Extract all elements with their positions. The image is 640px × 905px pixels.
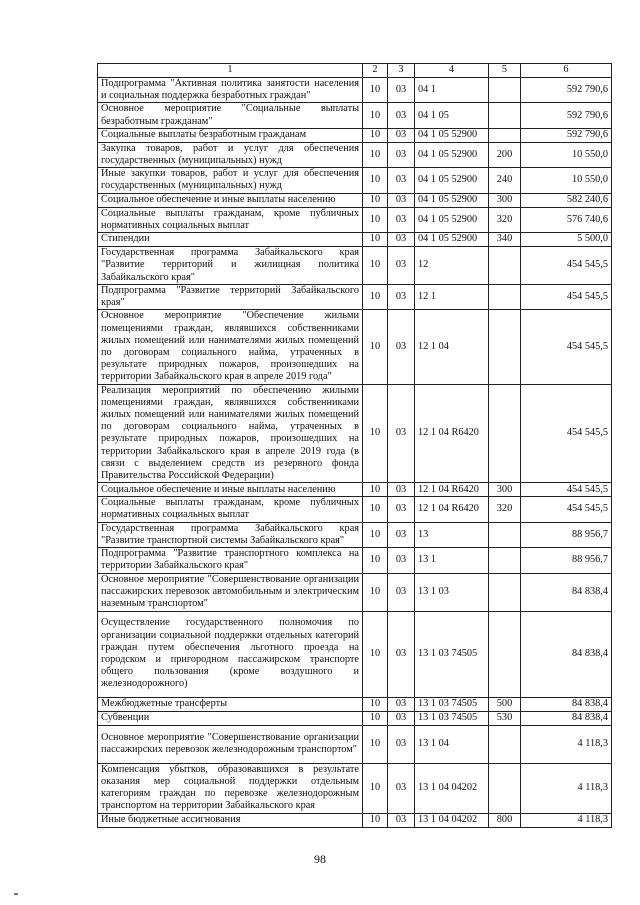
table-cell-amount: 454 545,5 [521, 285, 612, 310]
table-cell-name: Государственная программа Забайкальского края "Развитие транспортной системы Забайкальского края" [98, 522, 363, 547]
table-cell-section: 10 [363, 233, 388, 247]
table-cell-name: Основное мероприятие "Совершенствование организации пассажирских перевозок автомобильным и электрическим наземным транспортом" [98, 573, 363, 611]
column-header: 2 [363, 64, 388, 78]
table-cell-expense-type: 320 [489, 207, 521, 232]
table-row [98, 548, 612, 573]
column-header: 4 [415, 64, 489, 78]
table-cell-target-article: 13 1 03 74505 [415, 697, 489, 711]
table-row [98, 285, 612, 310]
table-cell-name: Социальные выплаты гражданам, кроме публичных нормативных социальных выплат [98, 207, 363, 232]
table-cell-expense-type [489, 247, 521, 285]
table-cell-subsection: 03 [388, 142, 415, 167]
table-cell-name: Основное мероприятие "Совершенствование организации пассажирских перевозок железнодорожным транспортом" [98, 725, 363, 763]
table-cell-subsection: 03 [388, 697, 415, 711]
table-cell-expense-type [489, 310, 521, 384]
table-row [98, 384, 612, 483]
table-row [98, 725, 612, 763]
table-cell-expense-type: 300 [489, 483, 521, 497]
table-cell-name: Основное мероприятие "Социальные выплаты безработным гражданам" [98, 103, 363, 128]
table-row [98, 233, 612, 247]
table-cell-section: 10 [363, 207, 388, 232]
table-cell-amount: 84 838,4 [521, 711, 612, 725]
table-cell-target-article: 04 1 05 52900 [415, 207, 489, 232]
table-cell-expense-type: 200 [489, 142, 521, 167]
table-cell-expense-type [489, 611, 521, 697]
table-cell-subsection: 03 [388, 763, 415, 813]
table-cell-name: Основное мероприятие "Обеспечение жильми помещениями граждан, являвшихся собственниками жилых помещений или нанимателями жилых помещений по договорам социального найма, утраченных в результате природных пожаров, произошедших на территории Забайкальского края в апреле 2019 года" [98, 310, 363, 384]
table-cell-section: 10 [363, 78, 388, 103]
table-cell-subsection: 03 [388, 813, 415, 827]
table-cell-target-article: 13 1 04 04202 [415, 813, 489, 827]
table-cell-subsection: 03 [388, 247, 415, 285]
table-cell-target-article: 04 1 05 52900 [415, 233, 489, 247]
table-cell-name: Иные закупки товаров, работ и услуг для обеспечения государственных (муниципальных) нужд [98, 168, 363, 193]
table-cell-subsection: 03 [388, 573, 415, 611]
table-cell-subsection: 03 [388, 711, 415, 725]
table-cell-amount: 592 790,6 [521, 128, 612, 142]
table-cell-target-article: 13 [415, 522, 489, 547]
table-cell-subsection: 03 [388, 310, 415, 384]
column-header: 5 [489, 64, 521, 78]
table-cell-section: 10 [363, 384, 388, 483]
table-cell-expense-type [489, 725, 521, 763]
table-cell-amount: 88 956,7 [521, 522, 612, 547]
table-cell-expense-type [489, 522, 521, 547]
table-row [98, 573, 612, 611]
table-cell-section: 10 [363, 548, 388, 573]
table-cell-expense-type: 240 [489, 168, 521, 193]
table-cell-expense-type [489, 285, 521, 310]
table-cell-expense-type [489, 763, 521, 813]
table-cell-amount: 84 838,4 [521, 611, 612, 697]
table-cell-name: Государственная программа Забайкальского края "Развитие территорий и жилищная политика Забайкальского края" [98, 247, 363, 285]
table-cell-subsection: 03 [388, 78, 415, 103]
table-cell-section: 10 [363, 285, 388, 310]
table-cell-expense-type [489, 78, 521, 103]
column-header: 6 [521, 64, 612, 78]
table-cell-name: Социальное обеспечение и иные выплаты населению [98, 193, 363, 207]
table-cell-amount: 10 550,0 [521, 168, 612, 193]
table-row [98, 697, 612, 711]
table-cell-section: 10 [363, 142, 388, 167]
table-cell-amount: 454 545,5 [521, 247, 612, 285]
table-cell-subsection: 03 [388, 193, 415, 207]
table-cell-subsection: 03 [388, 725, 415, 763]
table-cell-subsection: 03 [388, 103, 415, 128]
table-cell-target-article: 13 1 03 [415, 573, 489, 611]
table-cell-amount: 88 956,7 [521, 548, 612, 573]
table-cell-name: Иные бюджетные ассигнования [98, 813, 363, 827]
table-row [98, 78, 612, 103]
table-row [98, 497, 612, 522]
table-cell-section: 10 [363, 522, 388, 547]
table-cell-name: Субвенции [98, 711, 363, 725]
table-cell-subsection: 03 [388, 285, 415, 310]
table-header-row [98, 64, 612, 78]
table-cell-expense-type [489, 548, 521, 573]
table-cell-amount: 592 790,6 [521, 103, 612, 128]
table-cell-target-article: 12 1 [415, 285, 489, 310]
table-cell-section: 10 [363, 763, 388, 813]
table-cell-target-article: 13 1 04 [415, 725, 489, 763]
table-cell-subsection: 03 [388, 128, 415, 142]
table-cell-name: Компенсация убытков, образовавшихся в результате оказания мер социальной поддержки отдельным категориям граждан по перевозке железнодорожным транспортом на территории Забайкальского края [98, 763, 363, 813]
table-cell-section: 10 [363, 128, 388, 142]
table-row [98, 310, 612, 384]
table-cell-target-article: 04 1 05 52900 [415, 128, 489, 142]
table-cell-target-article: 13 1 04 04202 [415, 763, 489, 813]
table-cell-amount: 454 545,5 [521, 483, 612, 497]
table-cell-expense-type: 530 [489, 711, 521, 725]
table-cell-name: Подпрограмма "Активная политика занятости населения и социальная поддержка безработных граждан" [98, 78, 363, 103]
table-row [98, 611, 612, 697]
table-cell-section: 10 [363, 193, 388, 207]
table-cell-target-article: 13 1 [415, 548, 489, 573]
table-cell-expense-type: 300 [489, 193, 521, 207]
table-cell-target-article: 12 [415, 247, 489, 285]
table-cell-section: 10 [363, 483, 388, 497]
column-header: 3 [388, 64, 415, 78]
table-cell-target-article: 12 1 04 R6420 [415, 483, 489, 497]
table-cell-amount: 4 118,3 [521, 813, 612, 827]
table-cell-target-article: 13 1 03 74505 [415, 611, 489, 697]
page-number: 98 [314, 852, 326, 866]
table-cell-section: 10 [363, 247, 388, 285]
table-cell-subsection: 03 [388, 548, 415, 573]
table-row [98, 168, 612, 193]
table-cell-amount: 84 838,4 [521, 573, 612, 611]
table-row [98, 711, 612, 725]
table-cell-expense-type [489, 128, 521, 142]
table-cell-amount: 454 545,5 [521, 497, 612, 522]
table-cell-subsection: 03 [388, 611, 415, 697]
table-cell-name: Осуществление государственного полномочия по организации социальной поддержки отдельных категорий граждан путем обеспечения льготного проезда на городском и пригородном пассажирском транспорте общего пользования (кроме воздушного и железнодорожного) [98, 611, 363, 697]
table-cell-subsection: 03 [388, 207, 415, 232]
table-cell-amount: 5 500,0 [521, 233, 612, 247]
table-cell-subsection: 03 [388, 497, 415, 522]
table-cell-target-article: 04 1 05 52900 [415, 168, 489, 193]
table-cell-subsection: 03 [388, 168, 415, 193]
table-cell-expense-type [489, 573, 521, 611]
table-cell-amount: 592 790,6 [521, 78, 612, 103]
table-row [98, 483, 612, 497]
table-cell-amount: 454 545,5 [521, 384, 612, 483]
table-cell-target-article: 04 1 05 52900 [415, 142, 489, 167]
table-cell-expense-type: 340 [489, 233, 521, 247]
table-cell-expense-type: 500 [489, 697, 521, 711]
table-cell-amount: 4 118,3 [521, 763, 612, 813]
table-cell-target-article: 12 1 04 R6420 [415, 384, 489, 483]
table-cell-section: 10 [363, 725, 388, 763]
table-row [98, 193, 612, 207]
table-cell-subsection: 03 [388, 483, 415, 497]
table-cell-subsection: 03 [388, 233, 415, 247]
table-cell-amount: 84 838,4 [521, 697, 612, 711]
table-cell-section: 10 [363, 813, 388, 827]
table-row [98, 522, 612, 547]
table-cell-name: Межбюджетные трансферты [98, 697, 363, 711]
table-cell-target-article: 04 1 05 52900 [415, 193, 489, 207]
table-cell-amount: 10 550,0 [521, 142, 612, 167]
table-row [98, 813, 612, 827]
table-cell-expense-type [489, 384, 521, 483]
table-cell-subsection: 03 [388, 522, 415, 547]
table-cell-name: Социальные выплаты гражданам, кроме публичных нормативных социальных выплат [98, 497, 363, 522]
table-row [98, 207, 612, 232]
table-cell-section: 10 [363, 168, 388, 193]
table-cell-section: 10 [363, 103, 388, 128]
table-cell-name: Социальные выплаты безработным гражданам [98, 128, 363, 142]
table-cell-name: Подпрограмма "Развитие транспортного комплекса на территории Забайкальского края" [98, 548, 363, 573]
table-cell-section: 10 [363, 711, 388, 725]
table-cell-name: Закупка товаров, работ и услуг для обеспечения государственных (муниципальных) нужд [98, 142, 363, 167]
table-row [98, 247, 612, 285]
table-cell-section: 10 [363, 310, 388, 384]
table-cell-expense-type: 320 [489, 497, 521, 522]
budget-table [97, 63, 612, 828]
table-row [98, 128, 612, 142]
table-cell-target-article: 12 1 04 R6420 [415, 497, 489, 522]
table-cell-expense-type [489, 103, 521, 128]
table-cell-name: Стипендии [98, 233, 363, 247]
table-cell-amount: 582 240,6 [521, 193, 612, 207]
table-cell-name: Социальное обеспечение и иные выплаты населению [98, 483, 363, 497]
table-cell-section: 10 [363, 573, 388, 611]
table-cell-amount: 454 545,5 [521, 310, 612, 384]
table-cell-target-article: 04 1 05 [415, 103, 489, 128]
column-header: 1 [98, 64, 363, 78]
table-cell-target-article: 12 1 04 [415, 310, 489, 384]
table-cell-section: 10 [363, 497, 388, 522]
table-cell-amount: 4 118,3 [521, 725, 612, 763]
table-cell-section: 10 [363, 697, 388, 711]
table-cell-name: Подпрограмма "Развитие территорий Забайкальского края" [98, 285, 363, 310]
table-row [98, 103, 612, 128]
table-cell-expense-type: 800 [489, 813, 521, 827]
table-cell-section: 10 [363, 611, 388, 697]
table-cell-target-article: 04 1 [415, 78, 489, 103]
table-row [98, 763, 612, 813]
table-cell-subsection: 03 [388, 384, 415, 483]
table-cell-name: Реализация мероприятий по обеспечению жилыми помещениями граждан, являвшихся собственниками жилых помещений или нанимателями жилых помещений по договорам социального найма, утраченных в результате природных пожаров, произошедших на территории Забайкальского края в апреле 2019 года (в связи с выделением средств из резервного фонда Правительства Российской Федерации) [98, 384, 363, 483]
table-row [98, 142, 612, 167]
table-cell-target-article: 13 1 03 74505 [415, 711, 489, 725]
scan-mark [14, 893, 18, 895]
table-cell-amount: 576 740,6 [521, 207, 612, 232]
